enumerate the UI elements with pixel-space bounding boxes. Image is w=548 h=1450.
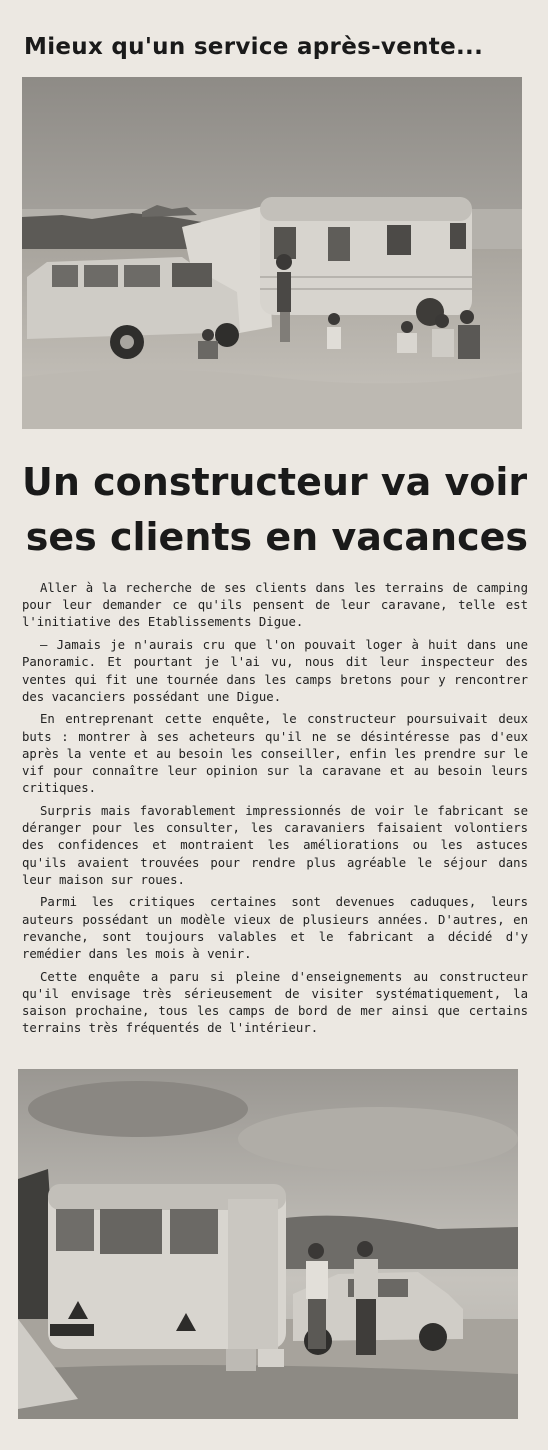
photo-campsite-caravan — [18, 1069, 518, 1419]
article-body — [22, 580, 528, 1043]
paragraph: Parmi les critiques certaines sont devenues caduques, leurs auteurs possédant un modèle vieux de plusieurs années. D'autres, en revanche, sont toujours valables et le fabricant a décidé d'y remédier dans les mois à venir. — [22, 895, 528, 962]
photo-caravan-family-graphic — [22, 77, 522, 429]
headline-line-1: Un constructeur va voir — [22, 460, 528, 504]
paragraph: Surpris mais favorablement impressionnés de voir le fabricant se déranger pour les consulter, les caravaniers faisaient volontiers des confidences et montraient les améliorations ou les astuces qu'ils avaient trouvées pour rendre plus agréable le séjour dans leur maison sur roues. — [22, 803, 528, 887]
photo-caravan-family — [22, 77, 522, 429]
paragraph: Aller à la recherche de ses clients dans les terrains de camping pour leur demander ce qu'ils pensent de leur caravane, telle est l'initiative des Etablissements Digue. — [22, 581, 528, 630]
article-headline — [22, 455, 528, 565]
paragraph: — Jamais je n'aurais cru que l'on pouvait loger à huit dans une Panoramic. Et pourtant je l'ai vu, nous dit leur inspecteur des ventes qui fit une tournée dans les camps bretons pour y rencontrer des vacanciers possédant une Digue. — [22, 638, 528, 704]
photo-campsite-caravan-graphic — [18, 1069, 518, 1419]
kicker-title: Mieux qu'un service après-vente... — [24, 34, 484, 60]
paragraph: Cette enquête a paru si pleine d'enseignements au constructeur qu'il envisage très sérieusement de visiter systématiquement, la saison prochaine, tous les camps de bord de mer ainsi que certains terrains très fréquentés de l'intérieur. — [22, 969, 528, 1036]
paragraph: En entreprenant cette enquête, le constructeur poursuivait deux buts : montrer à ses acheteurs qu'il ne se désintéresse pas d'eux après la vente et au besoin les conseiller, enfin les prendre sur le vif pour connaître leur opinion sur la caravane et au besoin leurs critiques. — [22, 712, 528, 796]
headline-line-2: ses clients en vacances — [25, 515, 528, 559]
